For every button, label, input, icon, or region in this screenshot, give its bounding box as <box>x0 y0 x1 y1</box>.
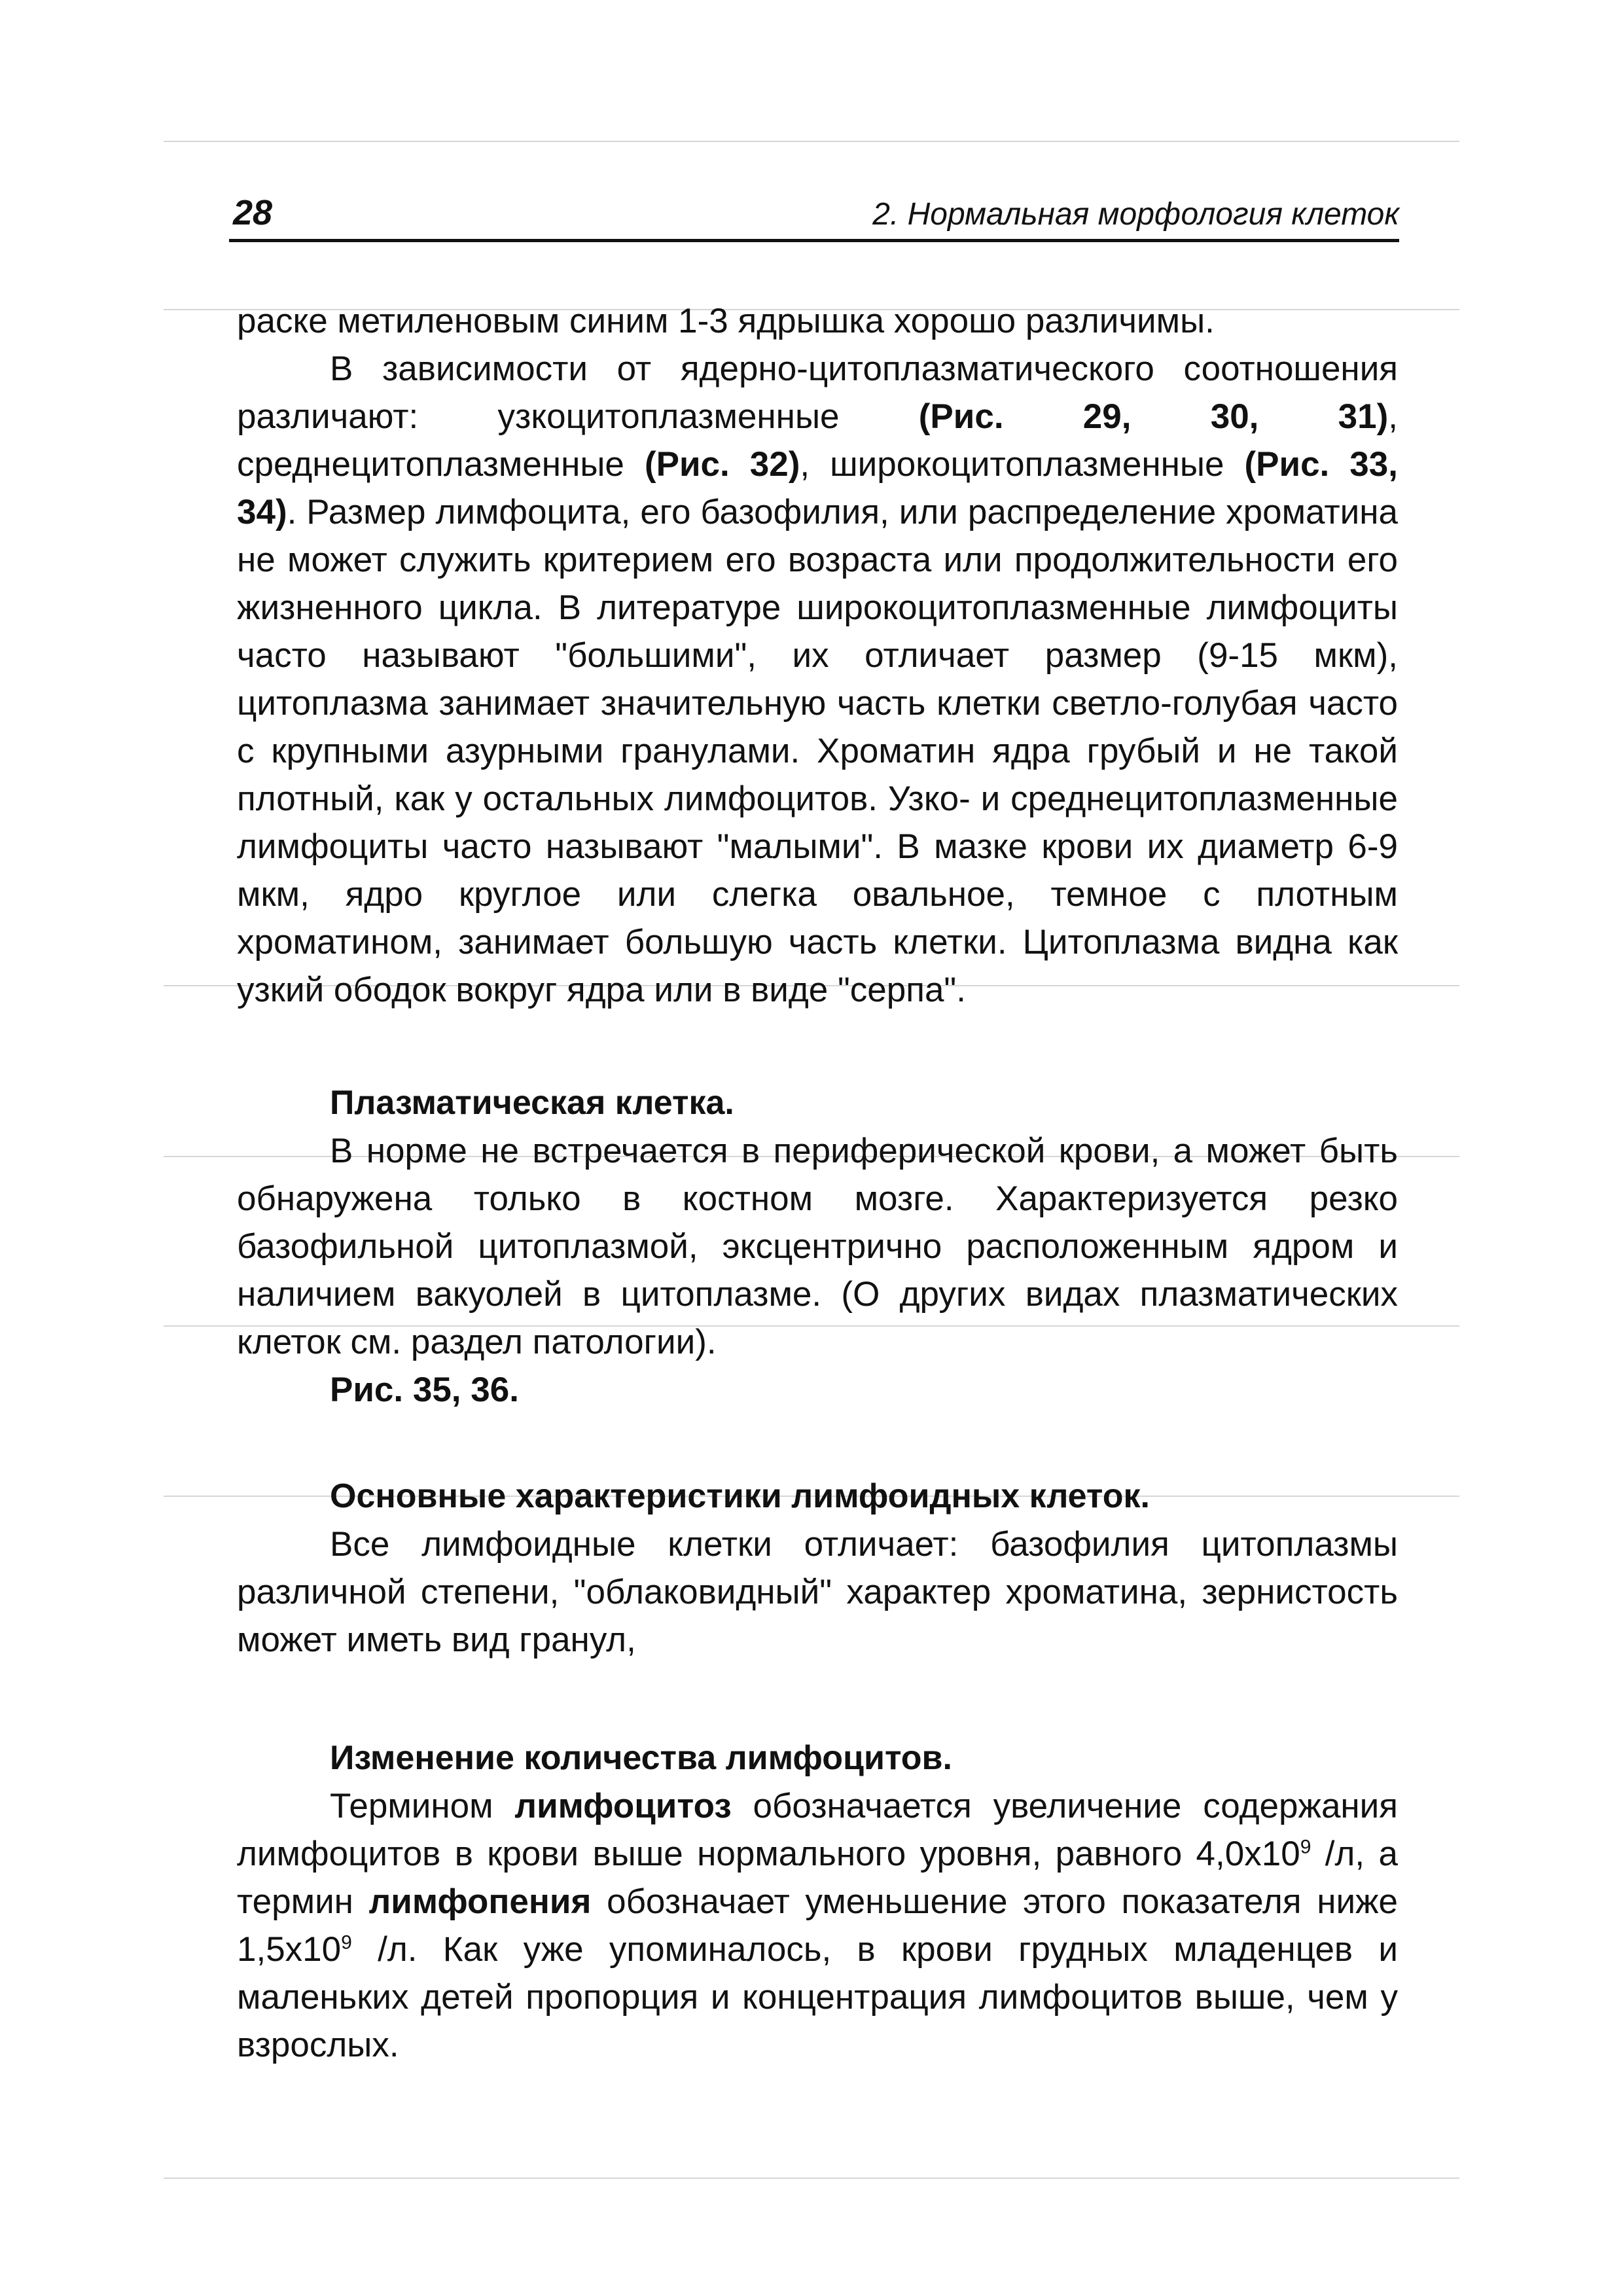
figure-reference: (Рис. 33, 34) <box>237 445 1398 531</box>
running-header <box>229 190 1399 242</box>
text-span: Термином <box>330 1787 515 1825</box>
spacer <box>237 1664 1398 1734</box>
figure-reference: (Рис. 32) <box>644 445 800 484</box>
section-heading-plasma-cell: Плазматическая клетка. <box>330 1084 734 1122</box>
section-heading-lymphoid-features: Основные характеристики лимфоидных клеток. <box>330 1477 1150 1515</box>
paragraph-lymphocyte-types <box>237 345 1398 1014</box>
text-span: , среднецитоплазменные <box>237 397 1398 484</box>
text-span: , широкоцитоплазменные <box>800 445 1245 484</box>
text-span: . Размер лимфоцита, его базофилия, или распределение хроматина не может служить критерием его возраста или продолжительности его жизненного цикла. В литературе широкоцитоплазменные лимфоциты часто называют "большими", их отличает размер (9-15 мкм), цитоплазма занимает значительную часть клетки светло-голубая часто с крупными азурными гранулами. Хроматин ядра грубый и не такой плотный, как у остальных лимфоцитов. Узко- и среднецитоплазменные лимфоциты часто называют "малыми". В мазке крови их диаметр 6-9 мкм, ядро круглое или слегка овальное, темное с плотным хроматином, занимает большую часть клетки. Цитоплазма видна как узкий ободок вокруг ядра или в виде "серпа". <box>237 493 1398 1009</box>
figure-reference: (Рис. 29, 30, 31) <box>918 397 1389 436</box>
page-number: 28 <box>233 193 273 232</box>
paragraph-plasma-cell: В норме не встречается в периферической крови, а может быть обнаружена только в костном мозге. Характеризуется резко базофильной цитоплазмой, эксцентрично расположенным ядром и наличием вакуолей в цитоплазме. (О других видах плазматических клеток см. раздел патологии). <box>237 1132 1398 1361</box>
text-span: обозначается увеличение содержания лимфоцитов в крови выше нормального уровня, равного 4,0х10 <box>237 1787 1398 1873</box>
term-lymphocytosis: лимфоцитоз <box>514 1787 732 1825</box>
exponent: 9 <box>341 1931 352 1954</box>
term-lymphopenia: лимфопения <box>368 1882 592 1921</box>
paragraph-continuation: раске метиленовым синим 1-3 ядрышка хорошо различимы. <box>237 302 1215 340</box>
text-span: /л. Как уже упоминалось, в крови грудных младенцев и маленьких детей пропорция и концентрация лимфоцитов выше, чем у взрослых. <box>237 1930 1398 2064</box>
page-body <box>237 297 1398 2069</box>
chapter-title: 2. Нормальная морфология клеток <box>872 197 1399 232</box>
spacer <box>237 1414 1398 1473</box>
paragraph-lymphocyte-count <box>237 1782 1398 2069</box>
text-span: /л, а термин <box>237 1835 1398 1921</box>
scan-line <box>164 2178 1459 2179</box>
exponent: 9 <box>1300 1836 1311 1858</box>
paragraph-lymphoid-features: Все лимфоидные клетки отличает: базофилия цитоплазмы различной степени, "облаковидный" характер хроматина, зернистость может иметь вид гранул, <box>237 1525 1398 1659</box>
figure-reference: Рис. 35, 36. <box>330 1371 519 1409</box>
scan-line <box>164 141 1459 142</box>
text-span: В зависимости от ядерно-цитоплазматического соотношения различают: узкоцитоплазменные <box>237 350 1398 436</box>
spacer <box>237 1014 1398 1079</box>
section-heading-lymphocyte-count: Изменение количества лимфоцитов. <box>330 1739 952 1777</box>
text-span: обозначает уменьшение этого показателя ниже 1,5х10 <box>237 1882 1398 1969</box>
